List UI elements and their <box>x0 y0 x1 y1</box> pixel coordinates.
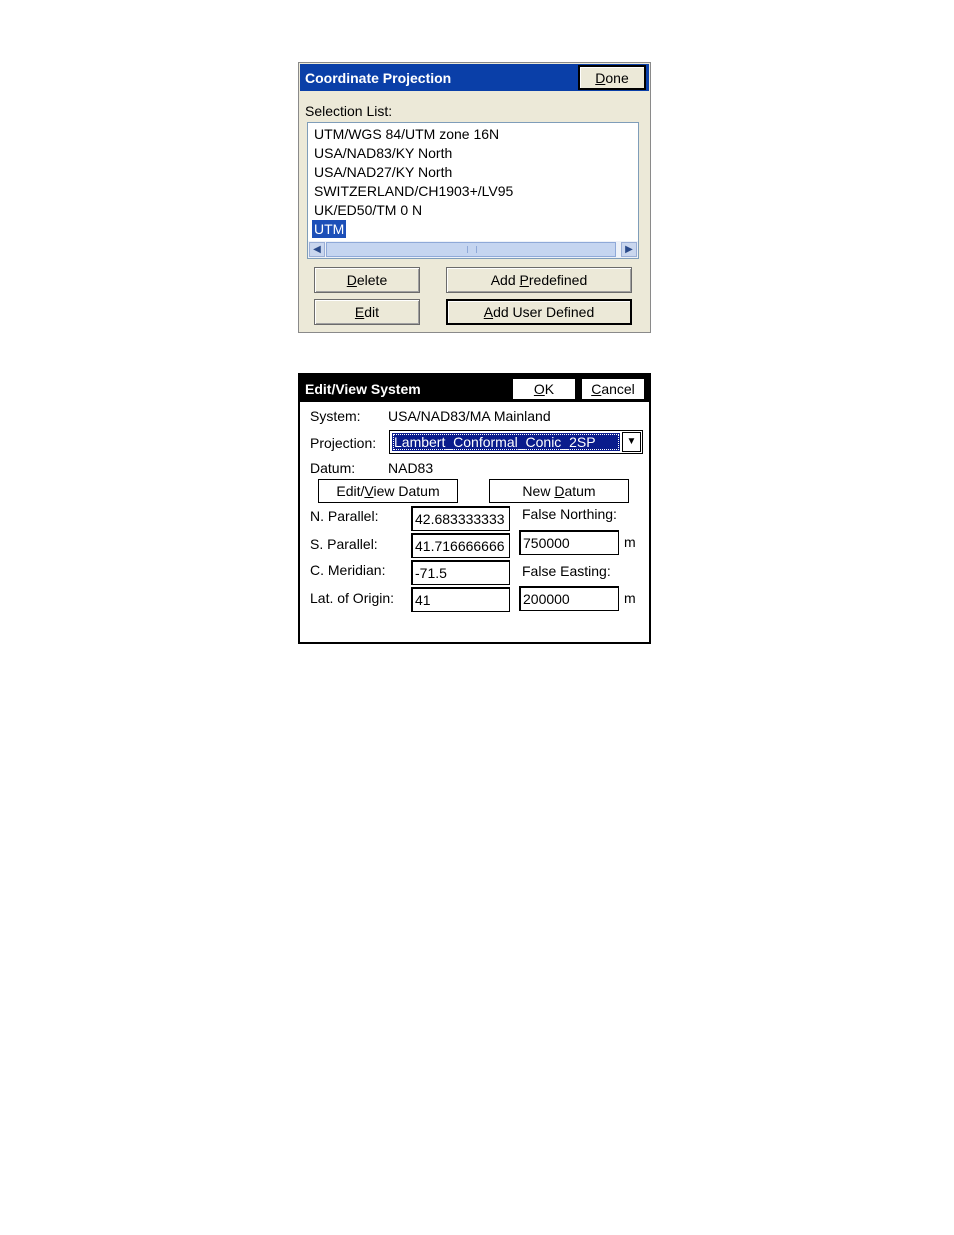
lat-of-origin-label: Lat. of Origin: <box>310 590 395 606</box>
chevron-down-icon[interactable]: ▼ <box>622 432 641 452</box>
dialog-title: Coordinate Projection <box>305 70 452 86</box>
cancel-button[interactable]: Cancel <box>581 378 645 400</box>
selection-list-label: Selection List: <box>305 103 393 119</box>
list-item[interactable]: USA/NAD83/KY North <box>314 145 453 161</box>
false-northing-label: False Northing: <box>522 506 617 522</box>
add-predefined-button[interactable]: Add Predefined <box>446 267 632 293</box>
s-parallel-label: S. Parallel: <box>310 536 378 552</box>
edit-view-datum-button[interactable]: Edit/View Datum <box>318 479 458 503</box>
datum-value: NAD83 <box>388 460 434 476</box>
dialog-title: Edit/View System <box>305 381 421 397</box>
false-easting-unit: m <box>624 590 636 606</box>
delete-button[interactable]: Delete <box>314 267 420 293</box>
n-parallel-label: N. Parallel: <box>310 508 379 524</box>
edit-view-system-dialog <box>298 373 651 644</box>
coordinate-projection-dialog <box>298 62 651 333</box>
s-parallel-field[interactable]: 41.716666666 <box>411 533 510 558</box>
false-northing-field[interactable]: 750000 <box>519 530 619 555</box>
false-northing-unit: m <box>624 534 636 550</box>
scroll-thumb[interactable] <box>326 242 616 257</box>
c-meridian-field[interactable]: -71.5 <box>411 560 510 585</box>
selection-list[interactable] <box>307 122 639 259</box>
projection-value: Lambert_Conformal_Conic_2SP <box>392 433 620 451</box>
list-item[interactable]: SWITZERLAND/CH1903+/LV95 <box>314 183 514 199</box>
list-item-selected[interactable]: UTM <box>314 221 345 237</box>
done-button[interactable]: Done <box>578 65 646 90</box>
horizontal-scrollbar[interactable] <box>308 241 638 258</box>
projection-label: Projection: <box>310 435 377 451</box>
false-easting-label: False Easting: <box>522 563 611 579</box>
system-label: System: <box>310 408 361 424</box>
scroll-right-icon[interactable]: ▶ <box>621 242 637 257</box>
list-item[interactable]: USA/NAD27/KY North <box>314 164 453 180</box>
add-user-defined-button[interactable]: Add User Defined <box>446 299 632 325</box>
system-value: USA/NAD83/MA Mainland <box>388 408 551 424</box>
lat-of-origin-field[interactable]: 41 <box>411 587 510 612</box>
list-item[interactable]: UTM/WGS 84/UTM zone 16N <box>314 126 500 142</box>
list-item[interactable]: UK/ED50/TM 0 N <box>314 202 423 218</box>
projection-dropdown[interactable] <box>389 430 643 454</box>
n-parallel-field[interactable]: 42.683333333 <box>411 506 510 531</box>
title-bar <box>300 375 649 402</box>
false-easting-field[interactable]: 200000 <box>519 586 619 611</box>
ok-button[interactable]: OK <box>512 378 576 400</box>
c-meridian-label: C. Meridian: <box>310 562 386 578</box>
title-bar <box>300 64 649 91</box>
scroll-left-icon[interactable]: ◀ <box>309 242 325 257</box>
edit-button[interactable]: Edit <box>314 299 420 325</box>
datum-label: Datum: <box>310 460 356 476</box>
new-datum-button[interactable]: New Datum <box>489 479 629 503</box>
